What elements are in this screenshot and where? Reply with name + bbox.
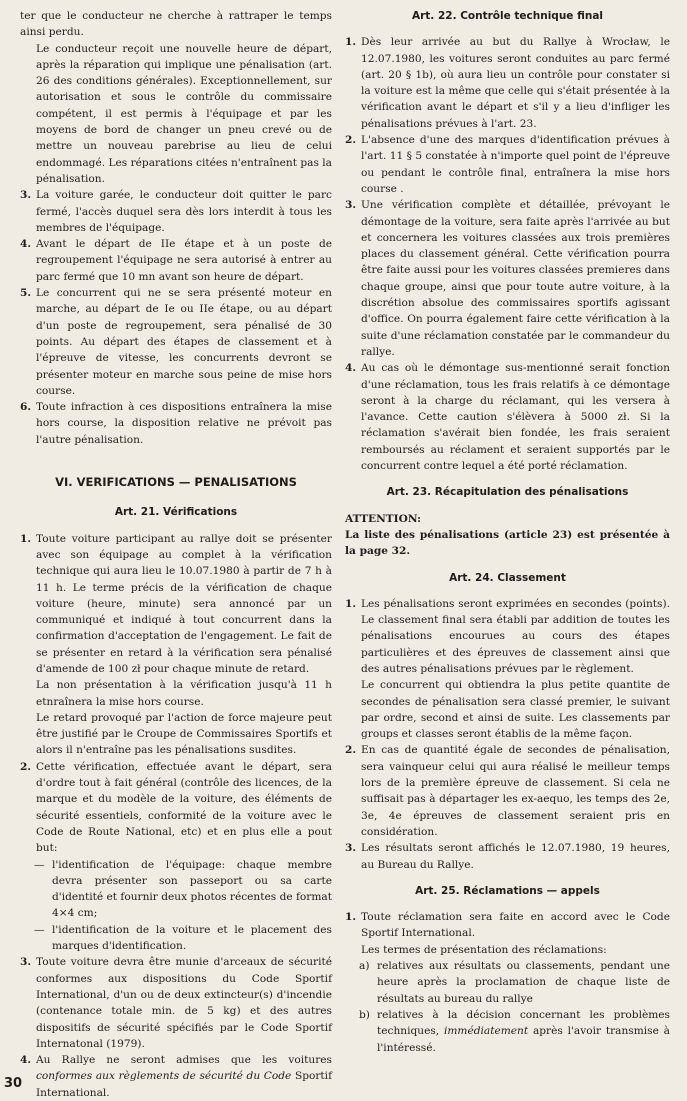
item-text: Toute réclamation sera faite en accord avec le Code Sportif International.	[361, 911, 670, 940]
item-text-emphasis: conformes aux règlements de sécurité du Code	[36, 1070, 292, 1083]
item-number: 4.	[20, 238, 32, 251]
item-text: Le concurrent qui ne se sera présenté moteur en marche, au départ de Ie ou IIe étape, ou au départ d'un poste de regroupement, sera pénalisé de 30 points. Au départ des étapes de classement et à l'épreuve de vitesse, les concurrents devront se présenter moteur en marche sous peine de mise hors course.	[36, 287, 332, 397]
article-title: Art. 23. Récapitulation des pénalisations	[386, 486, 629, 499]
article-title: Art. 22. Contrôle technique final	[411, 10, 604, 22]
item-text: En cas de quantité égale de secondes de pénalisation, sera vainqueur celui qui aura réalisé le meilleur temps lors de la première épreuve de classement. Si cela ne suffisait pas à départager les ex-aequo, les temps des 2e, 3e, 4e épreuves de classement seraient pris en considération.	[361, 744, 670, 838]
sub-item-text: après l'avoir transmise à l'intéressé.	[377, 1025, 670, 1054]
page-number: 30	[4, 1076, 23, 1091]
sub-item-text: relatives aux résultats ou classements, pendant une heure après la proclamation de chaque liste de résultats au bureau du rallye	[377, 960, 670, 1005]
item-text: Les résultats seront affichés le 12.07.1980, 19 heures, au Bureau du Rallye.	[361, 842, 670, 871]
letter-marker: a)	[359, 960, 370, 973]
sub-item-text: relatives à la décision concernant les problèmes techniques,	[377, 1008, 670, 1038]
item-number: 2.	[345, 134, 357, 147]
item-text: L'absence d'une des marques d'identification prévues à l'art. 11 § 5 constatée à n'importe quel point de l'épreuve ou pendant le contrôle final, entraînera la mise hors course .	[361, 134, 670, 195]
intro-paragraph: ter que le conducteur ne cherche à rattraper le temps ainsi perdu.	[20, 10, 332, 39]
sub-item	[20, 922, 332, 955]
list-item	[20, 759, 332, 857]
item-text: Toute voiture devra être munie d'arceaux de sécurité conformes aux dispositions du Code Sportif International, d'un ou de deux extincteur(s) d'incendie (contenance totale min. de 5 kg) et des autres dispositifs de sécurité spécifiés par le Code Sportif Internatonal (1979).	[36, 956, 332, 1050]
item-number: 2.	[20, 760, 32, 773]
intro-paragraph: Le conducteur reçoit une nouvelle heure de départ, après la réparation qui implique une pénalisation (art. 26 des conditions générales). Exceptionnellement, sur autorisation et sous le contrôle du commissaire compétent, il est permis à l'équipage et par les moyens de bord de changer un pneu crevé ou de mettre un nouveau parebrise au lieu de celui endommagé. Les réparations citées n'entraînent pas la pénalisation.	[36, 42, 332, 185]
sub-item-text: l'identification de la voiture et le placement des marques d'identification.	[52, 923, 332, 953]
item-number: 1.	[345, 36, 357, 49]
list-item	[20, 954, 332, 1052]
attention-text: La liste des pénalisations (article 23) est présentée à la page 32.	[345, 528, 670, 558]
right-column	[345, 8, 670, 1056]
dash-marker: —	[34, 923, 45, 936]
sub-item	[345, 958, 670, 1007]
list-item	[345, 840, 670, 873]
item-text: Cette vérification, effectuée avant le départ, sera d'ordre tout à fait général (contrôle des licences, de la marque et du modèle de la voiture, des éléments de sécurité essentiels, conformité de la voiture avec le Code de Route National, etc) et en plus elle a pout but:	[36, 760, 332, 855]
item-paragraph: Les termes de présentation des réclamations:	[361, 943, 607, 956]
list-item	[20, 531, 332, 759]
item-number: 4.	[20, 1054, 32, 1067]
list-item	[345, 742, 670, 840]
list-item	[20, 1052, 332, 1101]
item-number: 3.	[345, 199, 357, 212]
article-title: Art. 24. Classement	[449, 571, 566, 584]
sub-item	[20, 857, 332, 922]
list-item	[345, 909, 670, 958]
list-item	[345, 197, 670, 360]
item-text: Sportif International.	[36, 1070, 332, 1099]
item-number: 3.	[20, 189, 32, 202]
item-text: Au Rallye ne seront admises que les voitures	[36, 1054, 332, 1067]
item-text: La voiture garée, le conducteur doit quitter le parc fermé, l'accès duquel sera dès lors interdit à tous les membres de l'équipage.	[36, 189, 332, 234]
list-item	[345, 132, 670, 197]
item-number: 5.	[20, 287, 32, 300]
item-number: 3.	[345, 842, 357, 855]
list-item	[345, 34, 670, 132]
item-number: 1.	[345, 911, 357, 924]
item-text: Avant le départ de IIe étape et à un poste de regroupement l'équipage ne sera autorisé à entrer au parc fermé que 10 mn avant son heure de départ.	[36, 238, 332, 283]
list-item	[20, 285, 332, 399]
list-item	[20, 399, 332, 448]
item-paragraph: Le concurrent qui obtiendra la plus petite quantite de secondes de pénalisation sera classé premier, le suivant par ordre, second et ainsi de suite. Les classements par groups et classes seront établis de la même façon.	[361, 679, 670, 741]
sub-item-text-emphasis: immédiatement	[443, 1025, 529, 1038]
list-item	[345, 360, 670, 474]
item-paragraph: Le retard provoqué par l'action de force majeure peut être justifié par le Croupe de Commissaires Sportifs et alors il n'entraîne pas les pénalisations susdites.	[36, 711, 332, 757]
item-text: Une vérification complète et détaillée, prévoyant le démontage de la voiture, sera faite après l'arrivée au but et concernera les voitures classées aux trois premières places du classement général. Cette vérification pourra être faite aussi pour les voitures classées premieres dans chaque groupe, ainsi que pour toute autre voiture, à la discrétion absolue des commissaires sportifs agissant d'office. On pourra également faire cette vérification à la suite d'une réclamation constatée par le commandeur du rallye.	[361, 199, 670, 358]
article-title: Art. 21. Vérifications	[114, 506, 238, 519]
item-number: 6.	[20, 401, 32, 414]
letter-marker: b)	[359, 1008, 370, 1021]
article-title: Art. 25. Réclamations — appels	[415, 884, 600, 897]
item-paragraph: La non présentation à la vérification jusqu'à 11 h etnraînera la mise hors course.	[36, 679, 332, 708]
item-text: Au cas où le démontage sus-mentionné serait fonction d'une réclamation, tous les frais relatifs à ce démontage seront à la charge du réclamant, qui les versera à l'avance. Cette caution s'élèvera à 5000 zł. Si la réclamation s'avérait bien fondée, les frais seraient remboursés au réclament et seraient supportés par le concurrent contre lequel a été porté réclamation.	[361, 362, 670, 473]
item-text: Dès leur arrivée au but du Rallye à Wrocław, le 12.07.1980, les voitures seront conduites au parc fermé (art. 20 § 1b), où aura lieu un contrôle pour constater si la voiture est la même que celle qui s'était présentée à la vérification avant le départ et s'il y a lieu d'infliger les pénalisations prévues à l'art. 23.	[361, 36, 670, 130]
item-text: Toute infraction à ces dispositions entraînera la mise hors course, la disposition relative ne prévoit pas l'autre pénalisation.	[36, 401, 332, 446]
sub-item	[345, 1007, 670, 1056]
dash-marker: —	[34, 858, 45, 871]
item-text: Toute voiture participant au rallye doit se présenter avec son équipage au complet à la vérification technique qui aura lieu le 10.07.1980 à partir de 7 h à 11 h. Le terme précis de la vérification de chaque voiture (heure, minute) sera annoncé par un communiqué et indiqué à tout concurrent dans la confirmation d'acceptation de l'engagement. Le fait de se présenter en retard à la vérification sera pénalisé d'amende de 100 zł pour chaque minute de retard.	[36, 532, 332, 675]
section-title: VI. VERIFICATIONS — PENALISATIONS	[55, 475, 297, 490]
left-column	[20, 8, 332, 1101]
item-number: 1.	[345, 597, 357, 610]
item-number: 3.	[20, 956, 32, 969]
sub-item-text: l'identification de l'équipage: chaque membre devra présenter son passeport ou sa carte d'identité et fournir deux photos récentes de format 4×4 cm;	[52, 858, 332, 920]
item-number: 2.	[345, 744, 357, 757]
list-item	[345, 596, 670, 743]
item-text: Les pénalisations seront exprimées en secondes (points). Le classement final sera établi par addition de toutes les pénalisations encourues au cours des étapes particulières et des épreuves de classement ainsi que des autres pénalisations prévues par le règlement.	[361, 597, 670, 675]
attention-label: ATTENTION:	[345, 512, 422, 525]
item-number: 1.	[20, 532, 32, 545]
item-number: 4.	[345, 362, 357, 375]
list-item	[20, 236, 332, 285]
list-item	[20, 187, 332, 236]
